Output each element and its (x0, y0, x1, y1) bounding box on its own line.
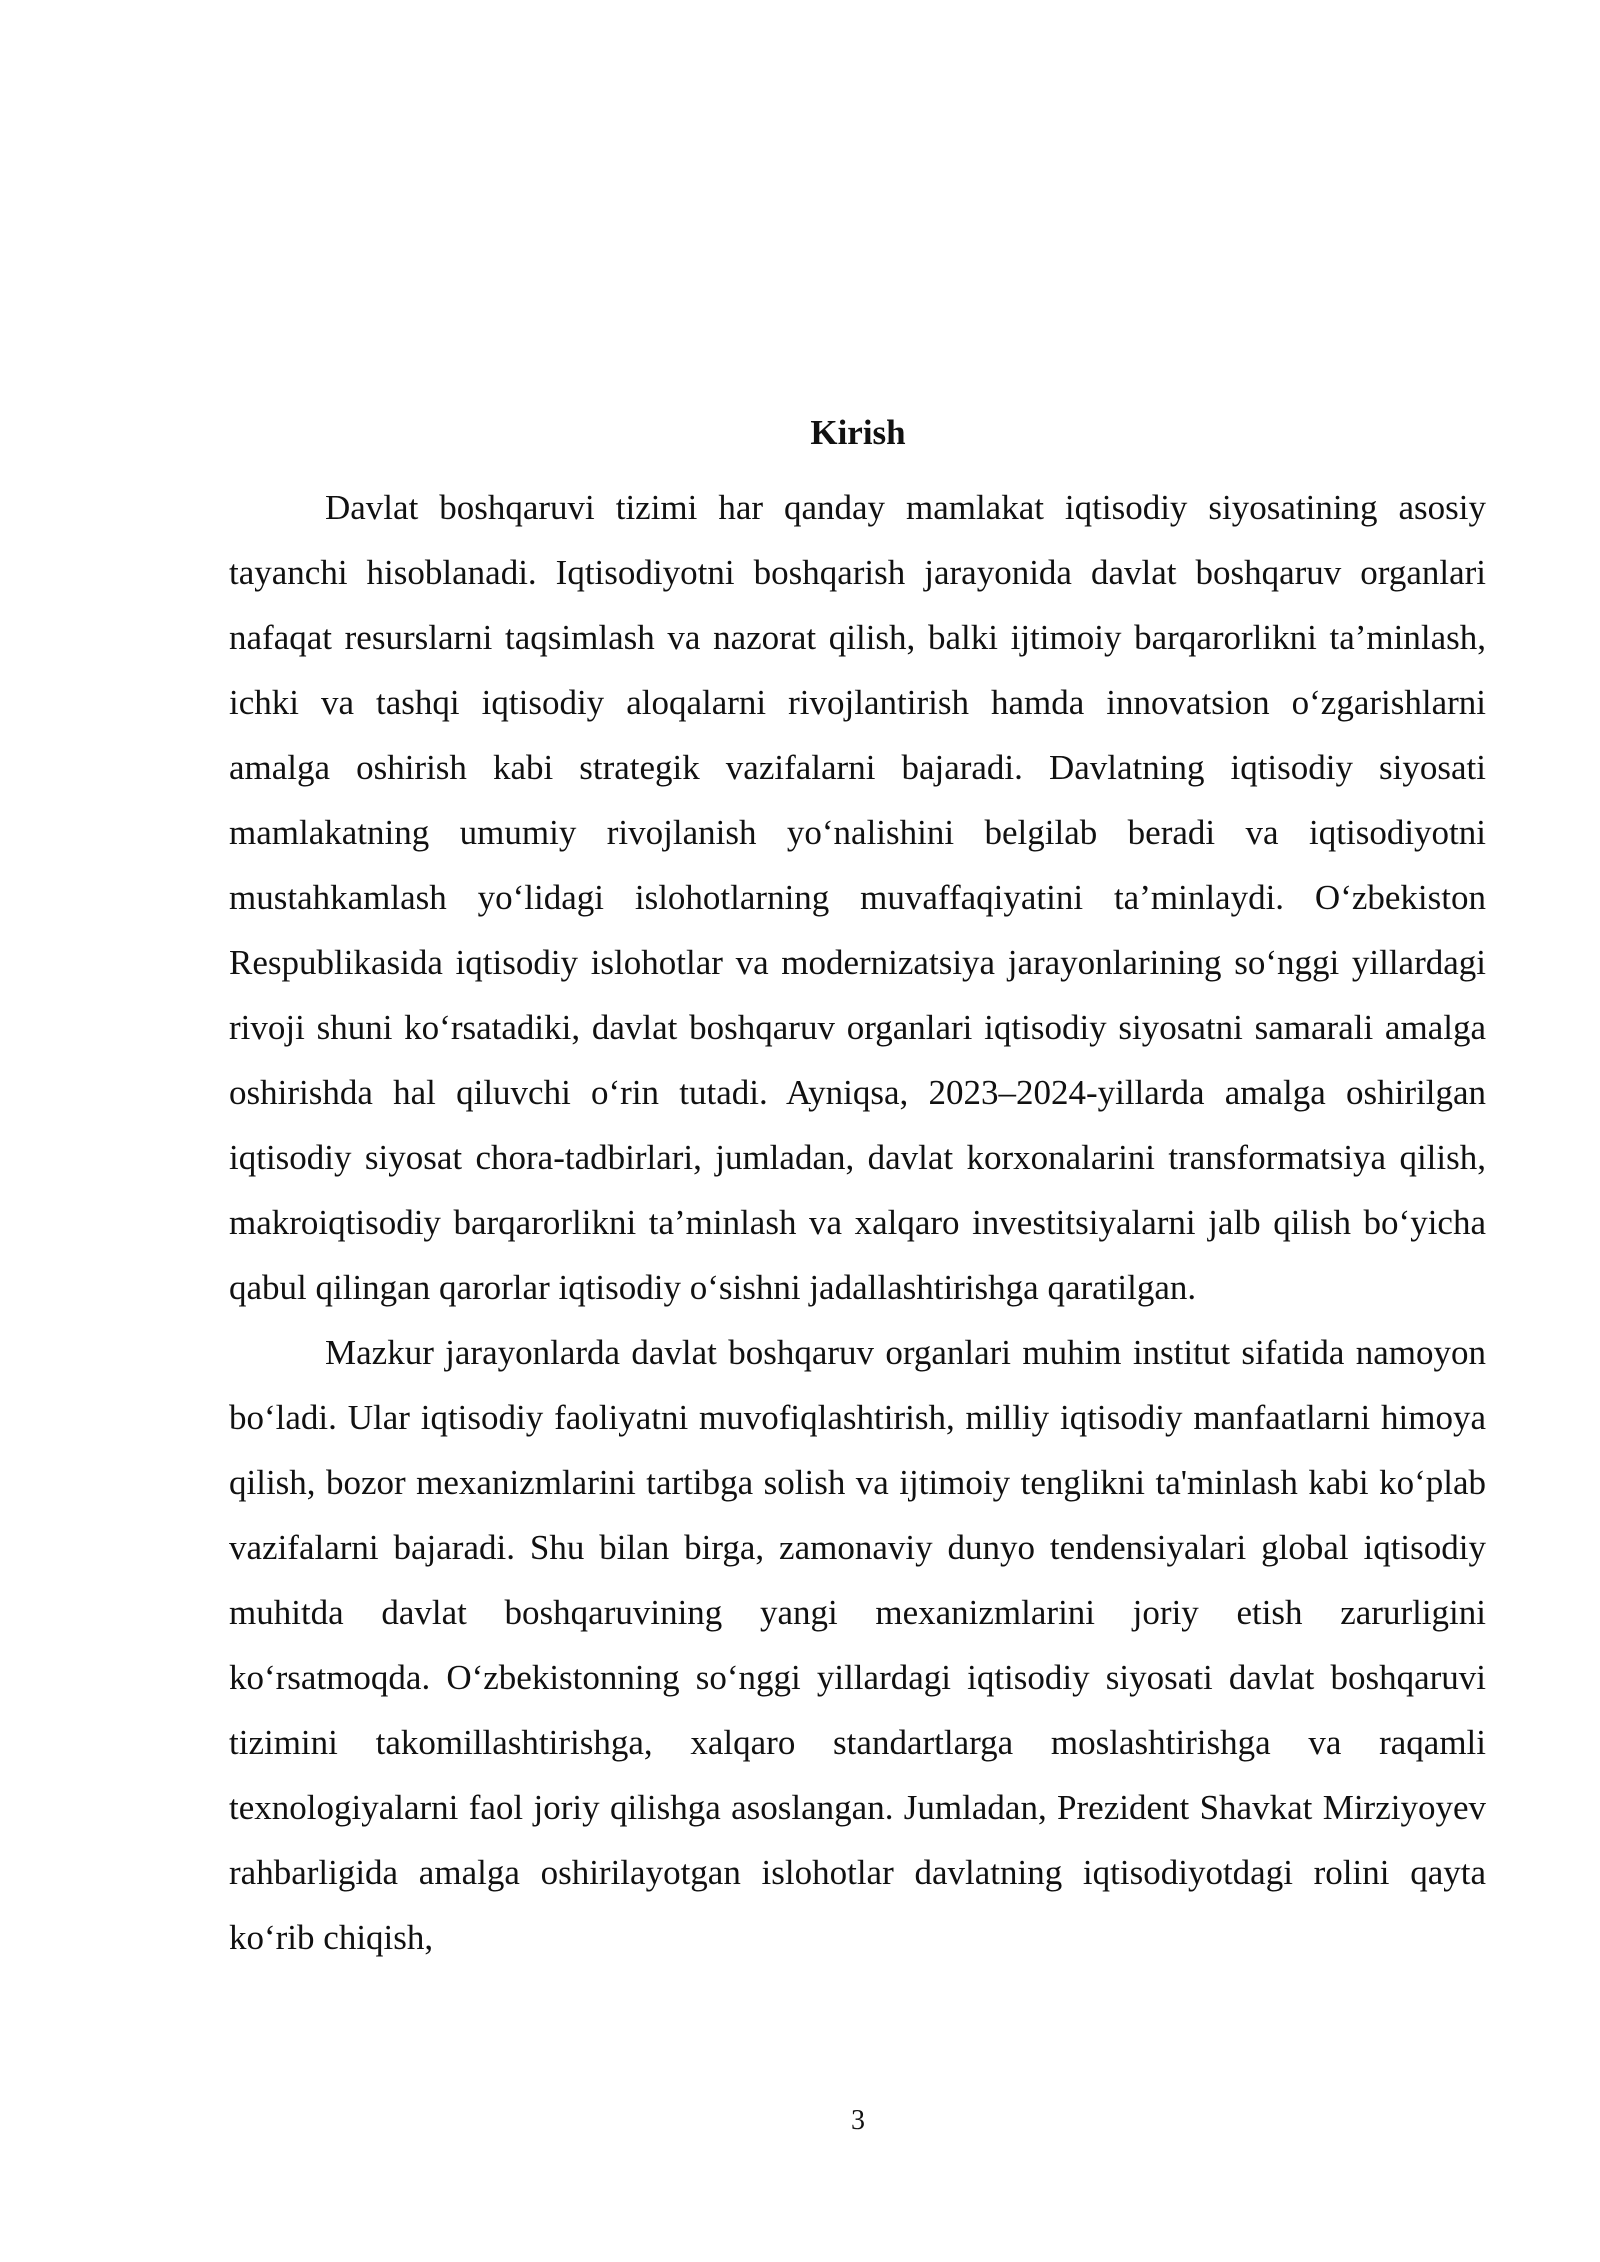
section-heading: Kirish (810, 413, 906, 452)
paragraph-1: Davlat boshqaruvi tizimi har qanday mamlakat iqtisodiy siyosatining asosiy tayanchi hisoblanadi. Iqtisodiyotni boshqarish jarayonida davlat boshqaruv organlari nafaqat resurslarni taqsimlash va nazorat qilish, balki ijtimoiy barqarorlikni ta’minlash, ichki va tashqi iqtisodiy aloqalarni rivojlantirish hamda innovatsion o‘zgarishlarni amalga oshirish kabi strategik vazifalarni bajaradi. Davlatning iqtisodiy siyosati mamlakatning umumiy rivojlanish yo‘nalishini belgilab beradi va iqtisodiyotni mustahkamlash yo‘lidagi islohotlarning muvaffaqiyatini ta’minlaydi. O‘zbekiston Respublikasida iqtisodiy islohotlar va modernizatsiya jarayonlarining so‘nggi yillardagi rivoji shuni ko‘rsatadiki, davlat boshqaruv organlari iqtisodiy siyosatni samarali amalga oshirishda hal qiluvchi o‘rin tutadi. Ayniqsa, 2023–2024-yillarda amalga oshirilgan iqtisodiy siyosat chora-tadbirlari, jumladan, davlat korxonalarini transformatsiya qilish, makroiqtisodiy barqarorlikni ta’minlash va xalqaro investitsiyalarni jalb qilish bo‘yicha qabul qilingan qarorlar iqtisodiy o‘sishni jadallashtirishga qaratilgan. (229, 488, 1486, 1307)
page-number: 3 (851, 2105, 865, 2136)
body-text (229, 475, 1486, 1970)
paragraph-2: Mazkur jarayonlarda davlat boshqaruv organlari muhim institut sifatida namoyon bo‘ladi. Ular iqtisodiy faoliyatni muvofiqlashtirish, milliy iqtisodiy manfaatlarni himoya qilish, bozor mexanizmlarini tartibga solish va ijtimoiy tenglikni ta'minlash kabi ko‘plab vazifalarni bajaradi. Shu bilan birga, zamonaviy dunyo tendensiyalari global iqtisodiy muhitda davlat boshqaruvining yangi mexanizmlarini joriy etish zarurligini ko‘rsatmoqda. O‘zbekistonning so‘nggi yillardagi iqtisodiy siyosati davlat boshqaruvi tizimini takomillashtirishga, xalqaro standartlarga moslashtirishga va raqamli texnologiyalarni faol joriy qilishga asoslangan. Jumladan, Prezident Shavkat Mirziyoyev rahbarligida amalga oshirilayotgan islohotlar davlatning iqtisodiyotdagi rolini qayta ko‘rib chiqish, (229, 1333, 1486, 1957)
